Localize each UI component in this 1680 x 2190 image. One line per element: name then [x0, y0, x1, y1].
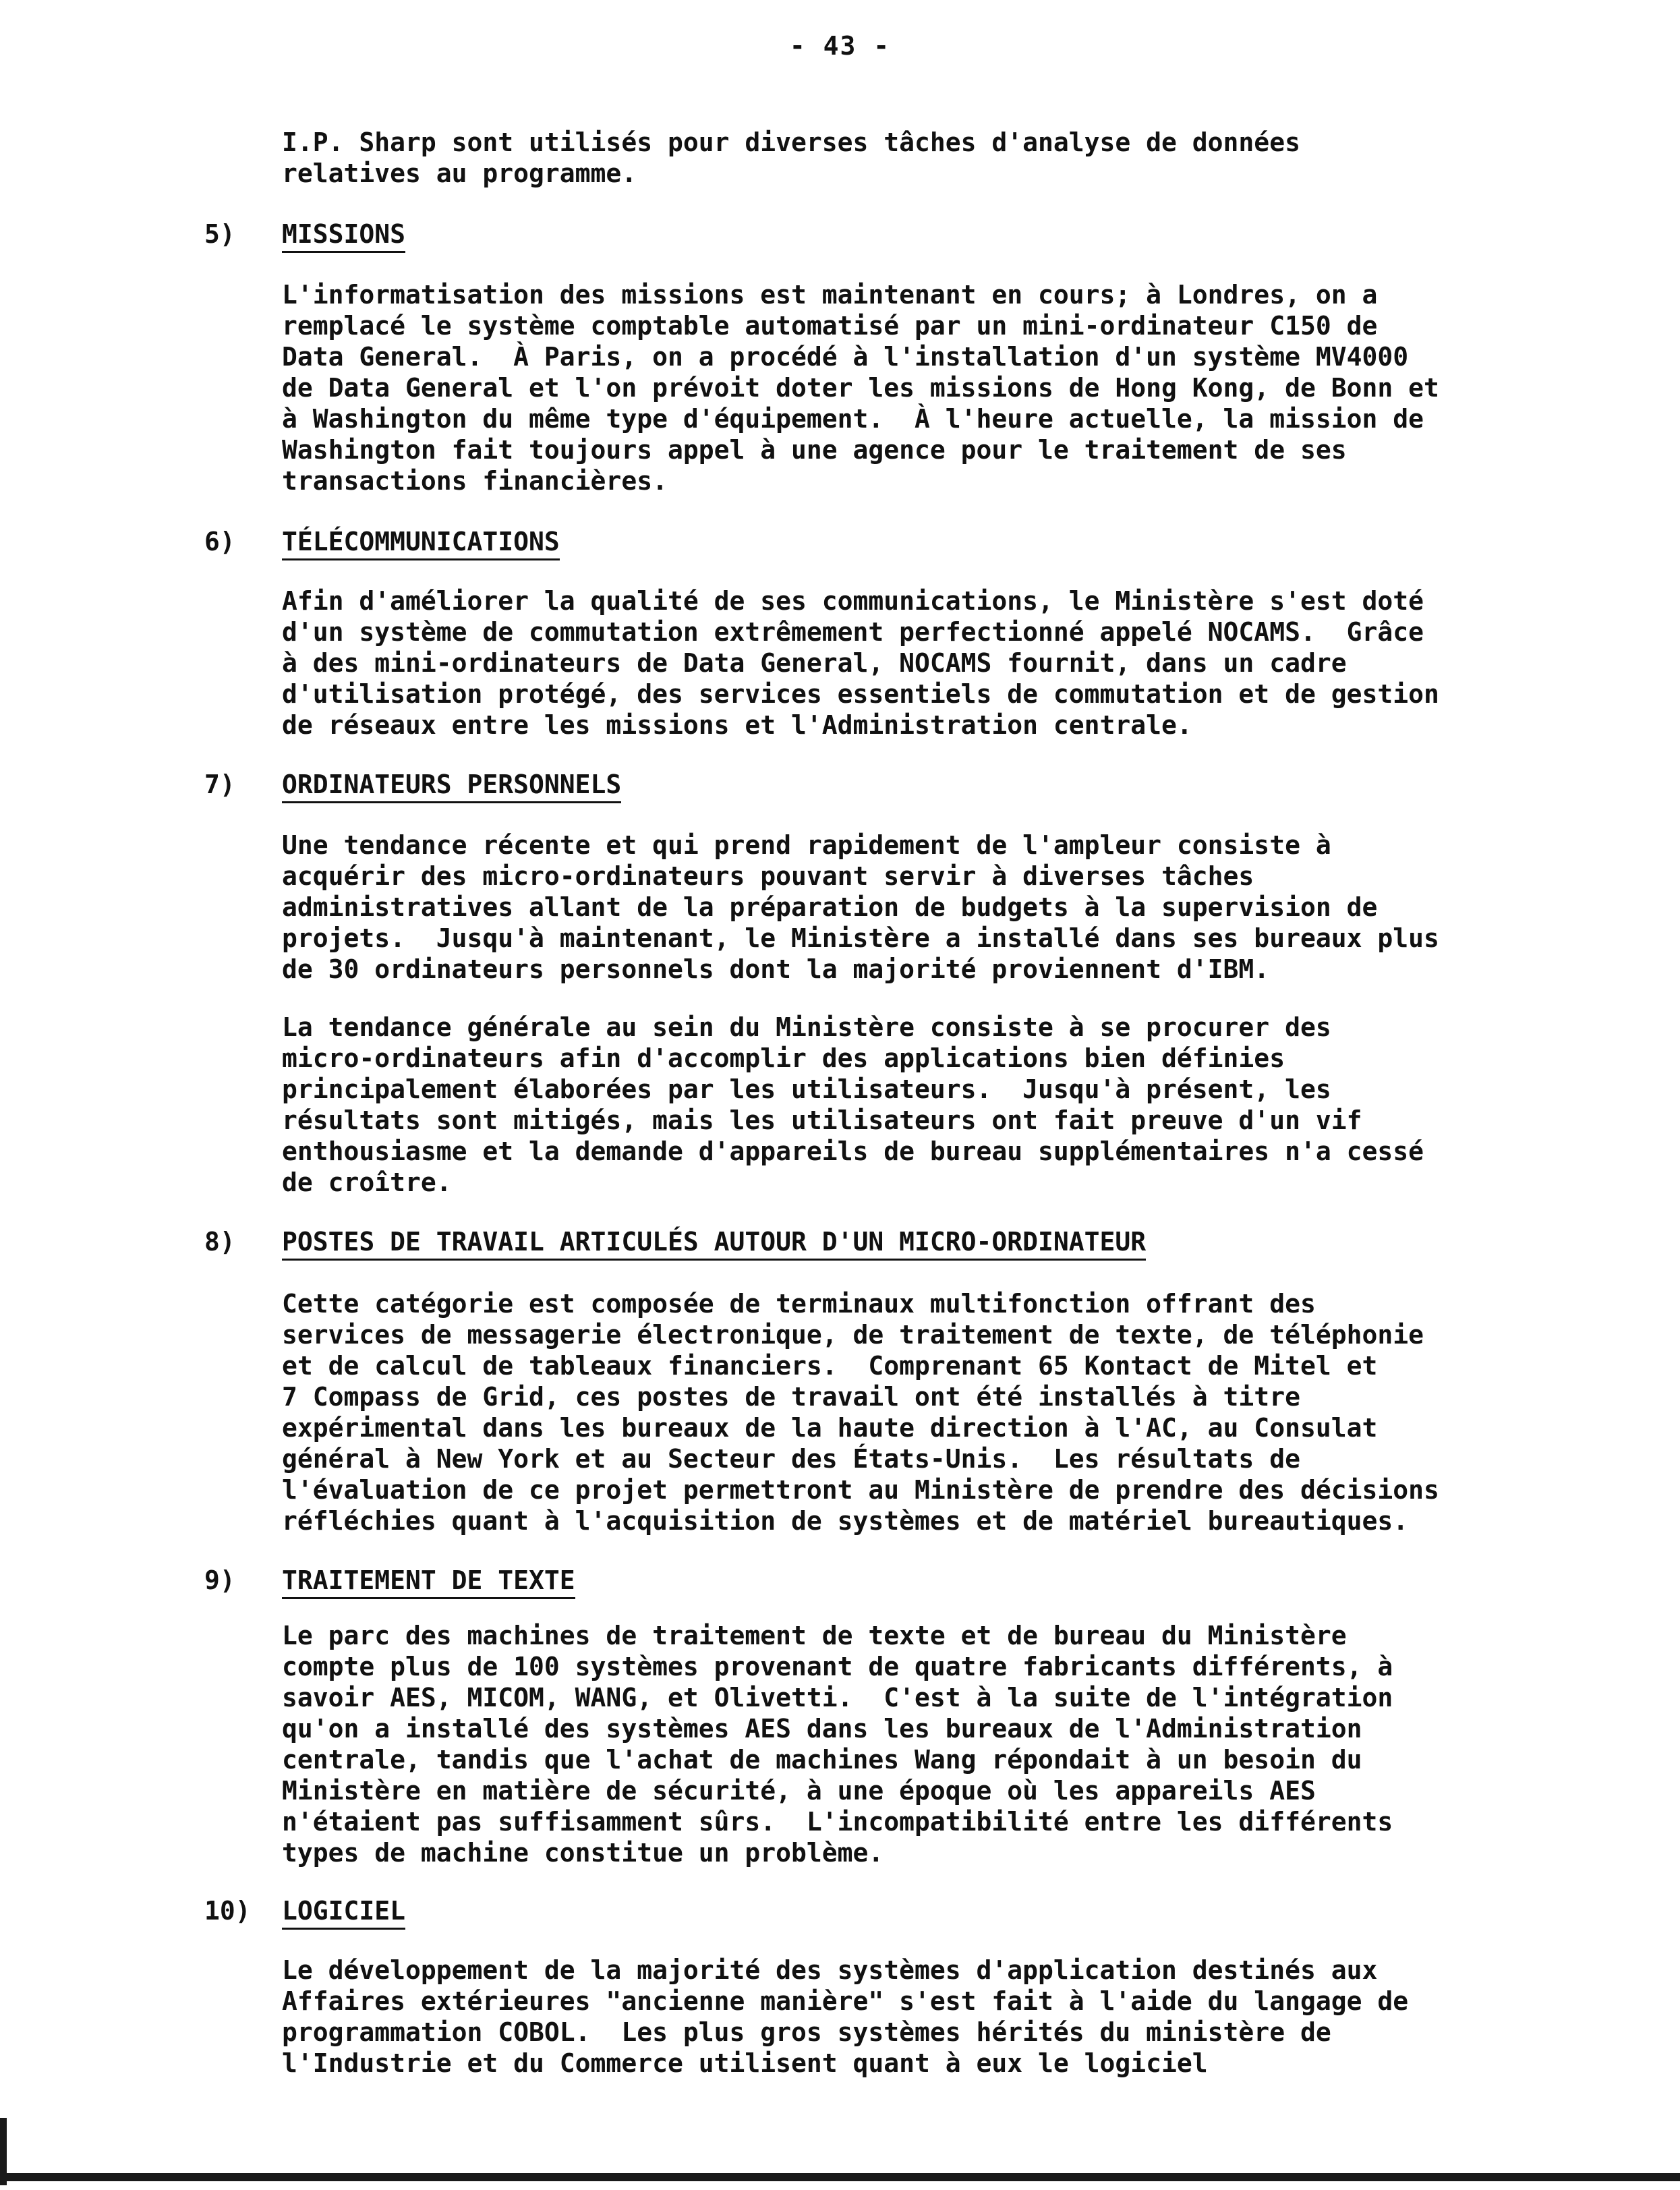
text-line: Cette catégorie est composée de terminaux multifonction offrant des — [282, 1289, 1316, 1319]
text-line: qu'on a installé des systèmes AES dans les bureaux de l'Administration — [282, 1714, 1362, 1744]
text-line: remplacé le système comptable automatisé par un mini-ordinateur C150 de — [282, 311, 1378, 341]
text-line: Le parc des machines de traitement de texte et de bureau du Ministère — [282, 1621, 1347, 1650]
intro-paragraph — [282, 127, 1442, 189]
text-line: acquérir des micro-ordinateurs pouvant servir à diverses tâches — [282, 861, 1254, 891]
section-title: MISSIONS — [282, 219, 405, 253]
text-line: de réseaux entre les missions et l'Administration centrale. — [282, 710, 1192, 740]
text-line: programmation COBOL. Les plus gros systèmes hérités du ministère de — [282, 2017, 1331, 2047]
section-number: 10) — [204, 1896, 251, 1926]
text-line: d'un système de commutation extrêmement perfectionné appelé NOCAMS. Grâce — [282, 617, 1424, 647]
text-line: l'évaluation de ce projet permettront au Ministère de prendre des décisions — [282, 1475, 1439, 1505]
text-line: réfléchies quant à l'acquisition de systèmes et de matériel bureautiques. — [282, 1506, 1409, 1536]
text-line: Une tendance récente et qui prend rapidement de l'ampleur consiste à — [282, 830, 1331, 860]
section-title: ORDINATEURS PERSONNELS — [282, 769, 621, 803]
text-line: général à New York et au Secteur des États-Unis. Les résultats de — [282, 1444, 1300, 1474]
text-line: compte plus de 100 systèmes provenant de quatre fabricants différents, à — [282, 1652, 1393, 1681]
text-line: administratives allant de la préparation de budgets à la supervision de — [282, 892, 1378, 922]
section-title: TRAITEMENT DE TEXTE — [282, 1565, 575, 1599]
text-line: principalement élaborées par les utilisateurs. Jusqu'à présent, les — [282, 1074, 1331, 1104]
text-line: projets. Jusqu'à maintenant, le Ministère a installé dans ses bureaux plus — [282, 923, 1439, 953]
section-paragraph — [282, 1955, 1442, 2079]
text-line: à des mini-ordinateurs de Data General, NOCAMS fournit, dans un cadre — [282, 648, 1347, 678]
text-line: La tendance générale au sein du Ministère consiste à se procurer des — [282, 1012, 1331, 1042]
text-line: de croître. — [282, 1168, 452, 1197]
text-line: de 30 ordinateurs personnels dont la majorité proviennent d'IBM. — [282, 954, 1270, 984]
section-paragraph — [282, 1620, 1442, 1868]
section-number: 6) — [204, 527, 235, 556]
text-line: et de calcul de tableaux financiers. Comprenant 65 Kontact de Mitel et — [282, 1351, 1378, 1381]
section-number: 9) — [204, 1565, 235, 1595]
text-line: l'Industrie et du Commerce utilisent quant à eux le logiciel — [282, 2048, 1208, 2078]
section-number: 8) — [204, 1227, 235, 1257]
intro-line: I.P. Sharp sont utilisés pour diverses tâches d'analyse de données — [282, 127, 1300, 157]
section-number: 5) — [204, 219, 235, 249]
section-title: TÉLÉCOMMUNICATIONS — [282, 526, 560, 560]
text-line: Le développement de la majorité des systèmes d'application destinés aux — [282, 1955, 1378, 1985]
section-title: LOGICIEL — [282, 1895, 405, 1930]
text-line: Data General. À Paris, on a procédé à l'installation d'un système MV4000 — [282, 342, 1409, 372]
text-line: Afin d'améliorer la qualité de ses communications, le Ministère s'est doté — [282, 586, 1424, 616]
text-line: résultats sont mitigés, mais les utilisateurs ont fait preuve d'un vif — [282, 1105, 1362, 1135]
text-line: transactions financières. — [282, 466, 668, 496]
intro-line: relatives au programme. — [282, 159, 637, 188]
text-line: à Washington du même type d'équipement. À l'heure actuelle, la mission de — [282, 404, 1424, 434]
section-paragraph — [282, 1288, 1442, 1536]
text-line: services de messagerie électronique, de traitement de texte, de téléphonie — [282, 1320, 1424, 1350]
text-line: centrale, tandis que l'achat de machines Wang répondait à un besoin du — [282, 1745, 1362, 1775]
text-line: micro-ordinateurs afin d'accomplir des applications bien définies — [282, 1043, 1285, 1073]
section-paragraph — [282, 279, 1442, 496]
text-line: enthousiasme et la demande d'appareils de bureau supplémentaires n'a cessé — [282, 1136, 1424, 1166]
section-paragraph — [282, 830, 1442, 985]
page-number: - 43 - — [789, 31, 891, 61]
text-line: L'informatisation des missions est maintenant en cours; à Londres, on a — [282, 280, 1378, 310]
scan-edge-bottom — [0, 2173, 1680, 2181]
text-line: types de machine constitue un problème. — [282, 1838, 884, 1868]
section-paragraph — [282, 1012, 1442, 1198]
text-line: Ministère en matière de sécurité, à une époque où les appareils AES — [282, 1776, 1316, 1806]
text-line: Washington fait toujours appel à une agence pour le traitement de ses — [282, 435, 1347, 465]
text-line: Affaires extérieures "ancienne manière" s'est fait à l'aide du langage de — [282, 1986, 1409, 2016]
text-line: d'utilisation protégé, des services essentiels de commutation et de gestion — [282, 679, 1439, 709]
text-line: savoir AES, MICOM, WANG, et Olivetti. C'est à la suite de l'intégration — [282, 1683, 1393, 1712]
text-line: de Data General et l'on prévoit doter les missions de Hong Kong, de Bonn et — [282, 373, 1439, 403]
text-line: expérimental dans les bureaux de la haute direction à l'AC, au Consulat — [282, 1413, 1378, 1443]
section-number: 7) — [204, 770, 235, 799]
text-line: 7 Compass de Grid, ces postes de travail ont été installés à titre — [282, 1382, 1300, 1412]
section-paragraph — [282, 585, 1442, 741]
section-title: POSTES DE TRAVAIL ARTICULÉS AUTOUR D'UN MICRO-ORDINATEUR — [282, 1226, 1146, 1261]
text-line: n'étaient pas suffisamment sûrs. L'incompatibilité entre les différents — [282, 1807, 1393, 1837]
